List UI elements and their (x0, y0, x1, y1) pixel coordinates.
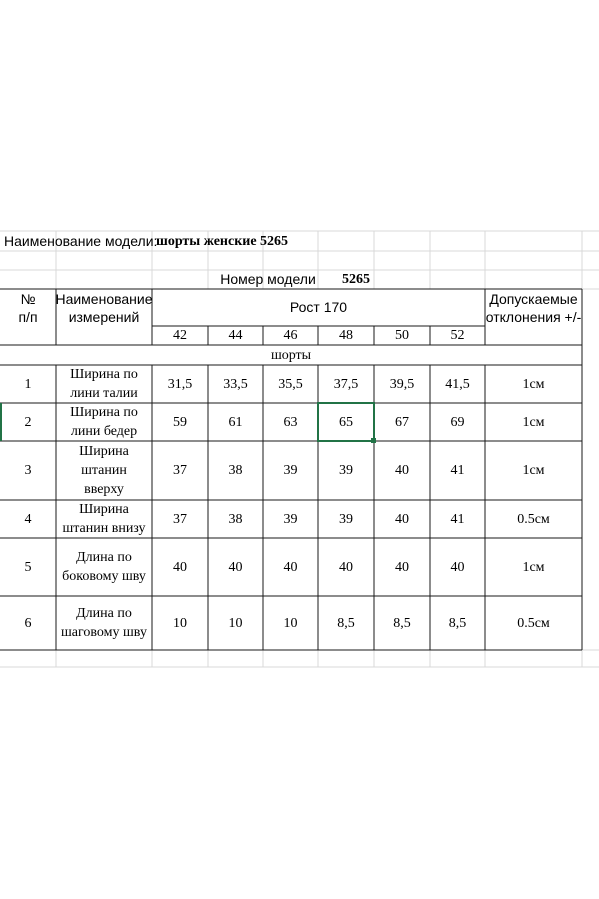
size-header: 50 (395, 328, 409, 343)
cell-value: 40 (339, 559, 353, 575)
model-name-label: Наименование модели: (4, 232, 158, 249)
cell-value: 40 (228, 559, 243, 575)
cell-value: 39 (283, 511, 298, 527)
cell-value: 10 (173, 615, 187, 631)
cell-value: 40 (395, 463, 409, 478)
cell-value: 39 (339, 511, 353, 527)
cell-value: 39 (283, 463, 298, 478)
cell-value: 63 (283, 414, 298, 430)
row-number: 3 (24, 463, 32, 478)
col-header-height: Рост 170 (289, 299, 348, 315)
cell-value: 10 (228, 615, 243, 631)
cell-value: 67 (395, 414, 409, 430)
row-number: 6 (24, 615, 32, 631)
cell-value: 40 (173, 559, 187, 575)
model-number-label: Номер модели (220, 271, 316, 287)
size-header: 48 (339, 328, 353, 343)
cell-value-selected[interactable]: 65 (339, 414, 353, 430)
cell-value: 39,5 (389, 376, 415, 392)
cell-value: 8,5 (393, 615, 411, 631)
size-header: 46 (283, 328, 298, 343)
cell-value: 40 (395, 511, 409, 527)
cell-value: 39 (339, 463, 353, 478)
row-number: 2 (24, 414, 32, 430)
cell-tolerance: 1см (522, 376, 545, 392)
cell-value: 10 (283, 615, 298, 631)
col-header-measure: Наименование измерений (55, 290, 153, 325)
cell-value: 38 (228, 463, 243, 478)
row-measure-name: Ширина штанин вверху (79, 444, 129, 497)
col-header-number: № п/п (18, 290, 38, 325)
section-title: шорты (270, 347, 312, 363)
cell-value: 59 (173, 414, 187, 430)
size-header: 42 (173, 328, 187, 343)
row-measure-name: Ширина по лини бедер (70, 405, 138, 439)
cell-tolerance: 0.5см (517, 615, 550, 631)
model-name-value: шорты женские 5265 (156, 233, 289, 249)
cell-tolerance: 1см (522, 414, 545, 430)
row-number: 5 (24, 559, 32, 575)
row-measure-name: Длина по боковому шву (62, 550, 146, 584)
cell-tolerance: 1см (522, 559, 545, 575)
size-header: 52 (450, 328, 465, 343)
cell-value: 40 (283, 559, 298, 575)
cell-tolerance: 1см (522, 463, 545, 478)
col-header-tolerance: Допускаемые отклонения +/- (485, 290, 582, 325)
cell-value: 69 (450, 414, 465, 430)
cell-value: 40 (395, 559, 409, 575)
cell-value: 31,5 (167, 376, 193, 392)
cell-value: 41 (450, 463, 465, 478)
row-measure-name: Ширина штанин внизу (62, 502, 146, 536)
cell-value: 33,5 (223, 376, 248, 392)
cell-value: 38 (228, 511, 243, 527)
row-number: 4 (24, 511, 32, 527)
cell-value: 35,5 (278, 376, 303, 392)
cell-value: 61 (228, 414, 243, 430)
cell-value: 8,5 (448, 615, 467, 631)
cell-value: 40 (450, 559, 465, 575)
cell-tolerance: 0.5см (517, 511, 550, 527)
cell-value: 37 (173, 511, 187, 527)
cell-value: 41 (450, 511, 465, 527)
cell-value: 37 (173, 463, 187, 478)
cell-value: 8,5 (337, 615, 355, 631)
row-measure-name: Длина по шаговому шву (61, 606, 147, 640)
row-number: 1 (24, 376, 32, 392)
size-header: 44 (228, 328, 243, 343)
row-measure-name: Ширина по лини талии (70, 367, 138, 401)
cell-value: 37,5 (333, 376, 359, 392)
model-number-value: 5265 (342, 272, 370, 287)
cell-value: 41,5 (445, 376, 470, 392)
